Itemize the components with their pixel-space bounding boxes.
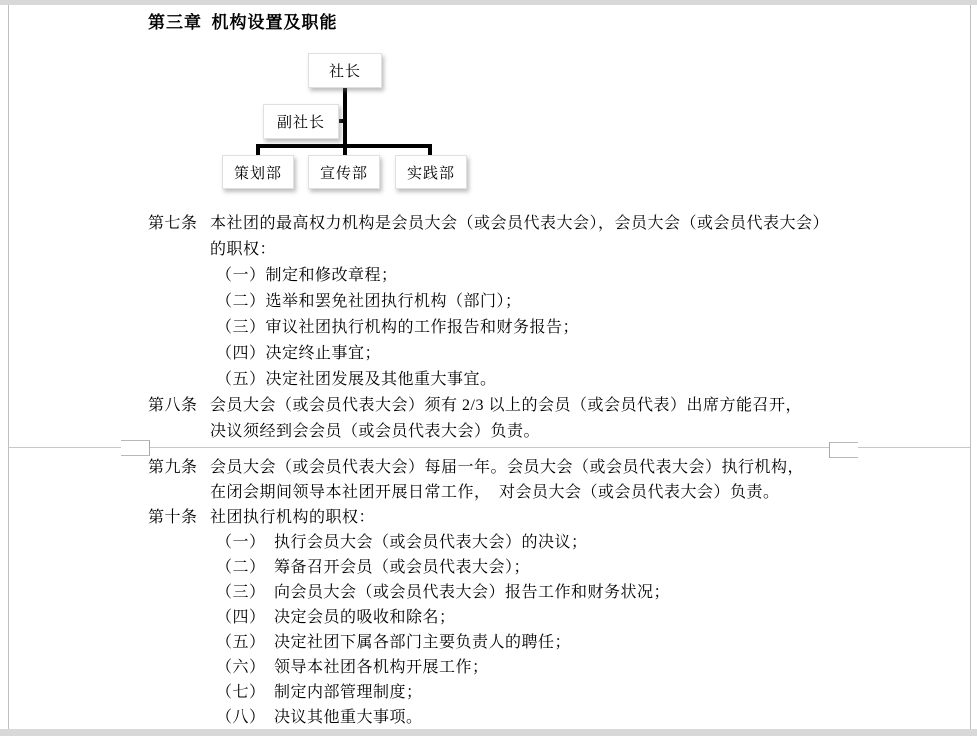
article-10-item-1: （一） 执行会员大会（或会员代表大会）的决议； [216,534,588,551]
article-7-line-2: 的职权： [210,241,277,258]
page-right-edge [970,5,971,729]
org-node-vice-president[interactable] [263,104,339,139]
page-left-edge [8,5,9,729]
article-8 [148,393,802,445]
org-node-dept-practice-label: 实践部 [406,165,455,182]
article-7-line-1: 本社团的最高权力机构是会员大会（或会员代表大会），会员大会（或会员代表大会） [210,215,830,232]
article-10-item-6: （六） 领导本社团各机构开展工作； [216,659,489,676]
article-10-item-3: （三） 向会员大会（或会员代表大会）报告工作和财务状况； [216,584,671,601]
article-10-item-2: （二） 筹备召开会员（或会员代表大会）； [216,559,531,576]
org-node-dept-publicity[interactable] [308,155,380,189]
article-7-item-3: （三）审议社团执行机构的工作报告和财务报告； [216,319,580,336]
page-margin-corner-right [829,442,858,458]
article-7-item-5: （五）决定社团发展及其他重大事宜。 [216,371,497,388]
article-10-item-7: （七） 制定内部管理制度； [216,684,423,701]
org-node-dept-practice[interactable] [395,155,467,189]
article-7-label: 第七条 [148,215,198,232]
article-9-line-2: 在闭会期间领导本社团开展日常工作， 对会员大会（或会员代表大会）负责。 [210,484,780,501]
article-8-line-2: 决议须经到会会员（或会员代表大会）负责。 [210,423,541,440]
article-9-line-1: 会员大会（或会员代表大会）每届一年。会员大会（或会员代表大会）执行机构， [210,459,805,476]
window-bottom-strip [0,729,977,736]
org-node-dept-publicity-label: 宣传部 [319,165,368,182]
article-10 [148,505,670,730]
org-node-dept-planning[interactable] [222,155,294,189]
article-7-item-2: （二）选举和罢免社团执行机构（部门）； [216,293,522,310]
org-node-president-label: 社长 [328,64,361,80]
connector-dept1-stub [256,144,260,155]
connector-president-down [343,87,347,147]
article-10-item-8: （八） 决议其他重大事项。 [216,709,423,726]
article-8-line-1: 会员大会（或会员代表大会）须有 2/3 以上的会员（或会员代表）出席方能召开， [210,397,802,414]
article-7-item-1: （一）制定和修改章程； [216,267,398,284]
article-7-item-4: （四）决定终止事宜； [216,345,382,362]
article-9 [148,455,804,505]
page-break-line [9,447,970,448]
article-10-label: 第十条 [148,509,198,526]
article-10-item-5: （五） 决定社团下属各部门主要负责人的聘任； [216,634,572,651]
window-top-strip [0,0,977,5]
org-node-dept-planning-label: 策划部 [233,165,282,182]
article-8-label: 第八条 [148,397,198,414]
article-10-item-4: （四） 决定会员的吸收和除名； [216,609,456,626]
article-10-line-1: 社团执行机构的职权： [210,509,376,526]
org-node-president[interactable] [308,53,382,88]
article-7 [148,211,829,393]
connector-dept2-stub [343,144,347,155]
connector-dept3-stub [428,144,432,155]
page-margin-corner-left [121,440,150,456]
article-9-label: 第九条 [148,459,198,476]
chapter-heading: 第三章 机构设置及职能 [148,13,338,32]
org-node-vice-president-label: 副社长 [276,115,325,131]
